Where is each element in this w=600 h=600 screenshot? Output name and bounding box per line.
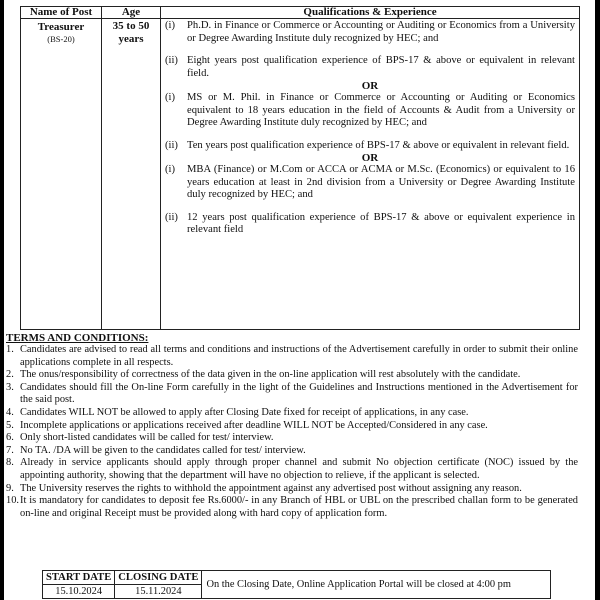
header-age: Age <box>102 7 161 19</box>
experience-item: (ii) Eight years post qualification experience of BPS-17 & above or equivalent in relevant field. <box>165 55 575 79</box>
header-name-of-post: Name of Post <box>21 7 102 19</box>
age-unit: years <box>118 33 144 45</box>
qualifications-table <box>20 6 580 330</box>
term-item: 9. The University reserves the rights to withhold the appointment against any advertised post without assigning any reason. <box>6 482 522 494</box>
term-item: 2. The onus/responsibility of correctness of the data given in the on-line application will rest absolutely with the candidate. <box>6 369 521 381</box>
or-separator: OR <box>361 80 379 92</box>
term-item: 1. Candidates are advised to read all terms and conditions and instructions of the Advertisement carefully in order to submit their online applications complete in all respects. <box>6 344 578 368</box>
term-item: 6. Only short-listed candidates will be called for test/ interview. <box>6 432 274 444</box>
age-range: 35 to 50 <box>112 20 150 32</box>
left-border <box>0 0 4 600</box>
term-item: 5. Incomplete applications or applications received after deadline WILL NOT be Accepted/Considered in any case. <box>6 419 488 431</box>
start-date-value: 15.10.2024 <box>43 585 115 599</box>
header-qualifications: Qualifications & Experience <box>161 7 580 19</box>
experience-item: (ii) Ten years post qualification experience of BPS-17 & above or equivalent in relevant field. <box>165 139 570 151</box>
start-date-label: START DATE <box>43 571 115 585</box>
term-item: 3. Candidates should fill the On-line Form carefully in the light of the Guidelines and Instructions mentioned in the Advertisement for the said post. <box>6 381 578 406</box>
term-item: 7. No TA. /DA will be given to the candidates called for test/ interview. <box>6 444 306 456</box>
terms-title: TERMS AND CONDITIONS: <box>6 332 149 344</box>
term-item: 8. Already in service applicants should apply through proper channel and submit No objection certificate (NOC) issued by the appointing authority, showing that the department will have no objection to relieve, if the applicant is selected. <box>6 457 578 481</box>
qualifications-cell <box>161 19 580 330</box>
terms-section <box>6 332 578 520</box>
right-border <box>595 0 600 600</box>
closing-note: On the Closing Date, Online Application Portal will be closed at 4:00 pm <box>202 571 551 599</box>
closing-date-label: CLOSING DATE <box>115 571 202 585</box>
post-name: Treasurer <box>37 21 85 33</box>
experience-item: (ii) 12 years post qualification experience of BPS-17 & above or equivalent experience in relevant field <box>165 211 575 235</box>
term-item: 10. It is mandatory for candidates to deposit fee Rs.6000/- in any Branch of HBL or UBL on the prescribed challan form to be generated on-line and original Receipt must be provided along with hard copy of application form. <box>6 495 578 519</box>
table-header-row <box>21 7 580 19</box>
qualification-item: (i) MS or M. Phil. in Finance or Commerce or Accounting or Auditing or Economics equivalent to 18 years education in the field of Accounts & Audit from a University or Degree Awarding Institute duly recognized by HEC; and <box>165 92 575 128</box>
qualification-item: (i) Ph.D. in Finance or Commerce or Accounting or Auditing or Economics from a University or Degree Awarding Institute duly recognized by HEC; and <box>165 20 575 44</box>
qualification-item: (i) MBA (Finance) or M.Com or ACCA or ACMA or M.Sc. (Economics) or equivalent to 16 years education at least in 2nd division from a University or Degree Awarding Institute duly recognized by HEC; and <box>165 164 575 200</box>
closing-date-value: 15.11.2024 <box>115 585 202 599</box>
post-grade: (BS-20) <box>47 34 75 44</box>
age-cell <box>102 19 161 330</box>
table-row <box>21 19 580 330</box>
term-item: 4. Candidates WILL NOT be allowed to apply after Closing Date fixed for receipt of applications, in any case. <box>6 406 469 418</box>
or-separator: OR <box>361 152 379 164</box>
post-cell <box>21 19 102 330</box>
dates-table <box>42 570 551 599</box>
